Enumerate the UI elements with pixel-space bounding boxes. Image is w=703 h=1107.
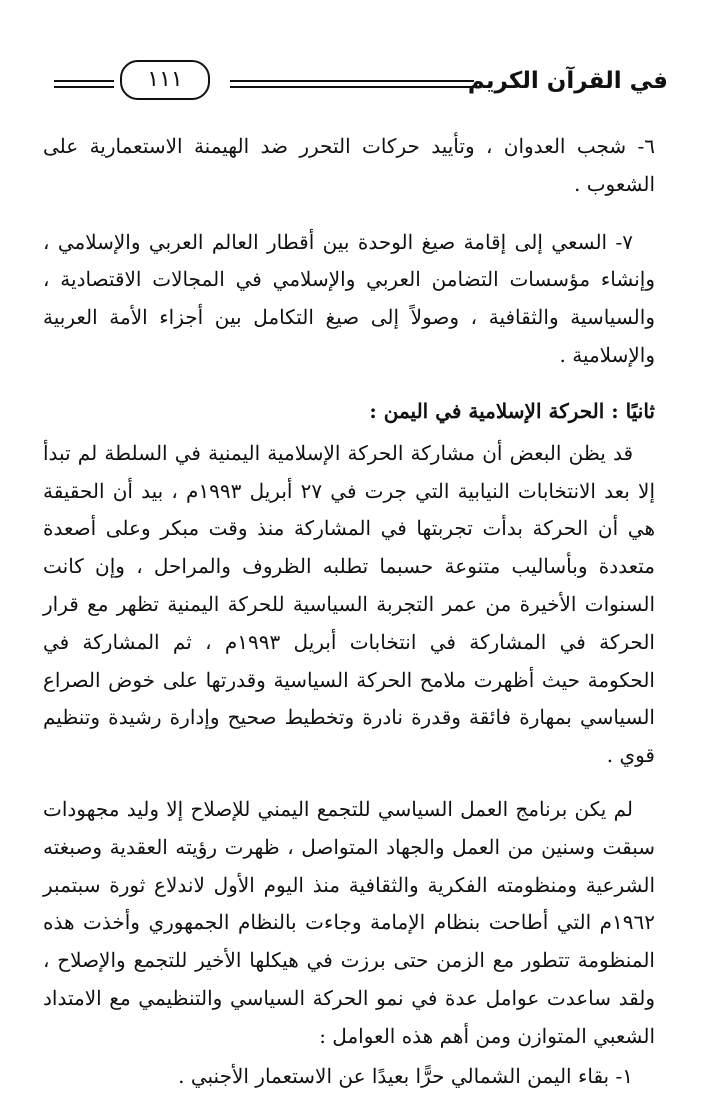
book-title: في القرآن الكريم bbox=[467, 68, 668, 94]
list-item-7: ٧- السعي إلى إقامة صيغ الوحدة بين أقطار العالم العربي والإسلامي ، وإنشاء مؤسسات التضامن العربي والإسلامي في المجالات الاقتصادية ، والسياسية والثقافية ، وصولاً إلى صيغ التكامل بين أجزاء الأمة العربية والإسلامية . bbox=[43, 229, 655, 367]
paragraph-2: لم يكن برنامج العمل السياسي للتجمع اليمني للإصلاح إلا وليد مجهودات سبقت وسنين من العمل والجهاد المتواصل ، ظهرت رؤيته العقدية وصبغته الشرعية ومنظومته الفكرية والثقافية منذ اليوم الأول لاندلاع ثورة سبتمبر ١٩٦٢م التي أطاحت بنظام الإمامة وجاءت بالنظام الجمهوري وأخذت هذه المنظومة تتطور مع الزمن حتى برزت في هيكلها الأخير للتجمع والإصلاح ، ولقد ساعدت عوامل عدة في نمو الحركة السياسي والتنظيمي مع الامتداد الشعبي المتوازن ومن أهم هذه العوامل : bbox=[43, 796, 655, 1048]
section-heading: ثانيًا : الحركة الإسلامية في اليمن : bbox=[369, 398, 655, 423]
header-rule-middle bbox=[230, 80, 474, 88]
running-header bbox=[40, 58, 668, 112]
header-rule-left bbox=[54, 80, 114, 88]
page-number-frame bbox=[120, 60, 210, 100]
paragraph-1: قد يظن البعض أن مشاركة الحركة الإسلامية اليمنية في السلطة لم تبدأ إلا بعد الانتخابات النيابية التي جرت في ٢٧ أبريل ١٩٩٣م ، بيد أن الحقيقة هي أن الحركة بدأت تجربتها في المشاركة منذ وقت مبكر وعلى أصعدة متعددة وبأساليب متنوعة حسبما تطلبه الظروف والمراحل ، وإن كانت السنوات الأخيرة من عمر التجربة السياسية للحركة اليمنية تظهر مع قرار الحركة في المشاركة في انتخابات أبريل ١٩٩٣م ، ثم المشاركة في الحكومة حيث أظهرت ملامح الحركة السياسية وقدرتها على خوض الصراع السياسي بمهارة فائقة وقدرة نادرة وتخطيط صحيح وإدارة رشيدة وتنظيم قوي . bbox=[43, 440, 655, 768]
page-number: ١١١ bbox=[147, 67, 183, 92]
body-text bbox=[43, 128, 655, 1095]
list-item-6: ٦- شجب العدوان ، وتأييد حركات التحرر ضد الهيمنة الاستعمارية على الشعوب . bbox=[43, 134, 655, 196]
list-item-1: ١- بقاء اليمن الشمالي حرًّا بعيدًا عن الاستعمار الأجنبي . bbox=[178, 1063, 633, 1088]
